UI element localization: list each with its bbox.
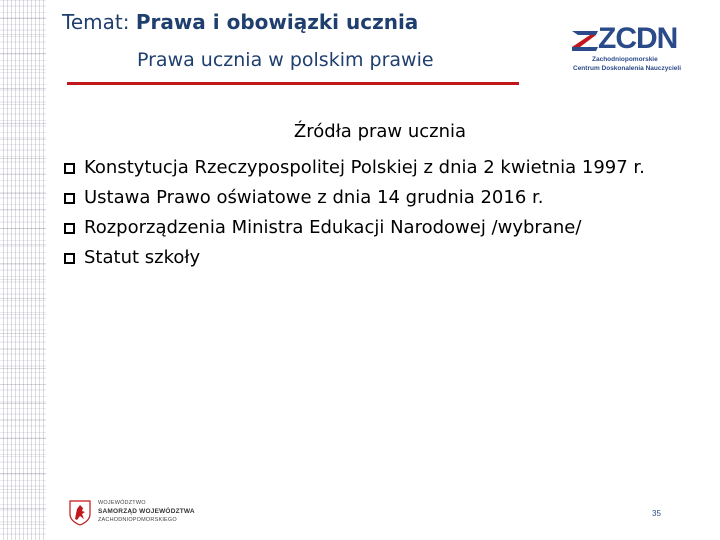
list-item-text: Konstytucja Rzeczypospolitej Polskiej z dnia 2 kwietnia 1997 r. — [84, 156, 645, 178]
list-item — [62, 182, 645, 212]
list-item — [62, 212, 645, 242]
checkbox-bullet-icon — [64, 223, 75, 234]
zcdn-logo — [570, 22, 682, 75]
footer-logo-line2: SAMORZĄD WOJEWÓDZTWA — [98, 508, 195, 515]
checkbox-bullet-icon — [64, 193, 75, 204]
list-item-text: Statut szkoły — [84, 246, 201, 268]
checkbox-bullet-icon — [64, 163, 75, 174]
list-item — [62, 242, 645, 272]
griffin-crest-icon — [68, 499, 92, 526]
topic-label: Temat: — [62, 10, 136, 34]
list-item-text: Rozporządzenia Ministra Edukacji Narodowej /wybrane/ — [84, 216, 582, 238]
sources-list — [62, 152, 645, 272]
page-subtitle: Prawa ucznia w polskim prawie — [137, 49, 434, 71]
section-heading: Źródła praw ucznia — [293, 121, 467, 142]
page-title — [62, 10, 418, 34]
zcdn-logo-line1: Zachodniopomorskie — [592, 56, 658, 63]
page-number: 35 — [652, 509, 661, 518]
decorative-handwriting-strip — [0, 0, 46, 540]
topic-value: Prawa i obowiązki ucznia — [135, 10, 419, 34]
list-item-text: Ustawa Prawo oświatowe z dnia 14 grudnia 2016 r. — [84, 186, 544, 208]
footer-logo-line3: ZACHODNIOPOMORSKIEGO — [98, 517, 177, 523]
footer-logo-line1: WOJEWÓDZTWO — [98, 500, 146, 506]
zcdn-logo-name: ZCDN — [598, 22, 678, 55]
zcdn-logo-line2: Centrum Doskonalenia Nauczycieli — [573, 65, 682, 72]
voivodeship-logo — [68, 497, 198, 527]
list-item — [62, 152, 645, 182]
zcdn-mark-icon — [570, 27, 600, 52]
title-underline — [67, 82, 519, 85]
checkbox-bullet-icon — [64, 253, 75, 264]
